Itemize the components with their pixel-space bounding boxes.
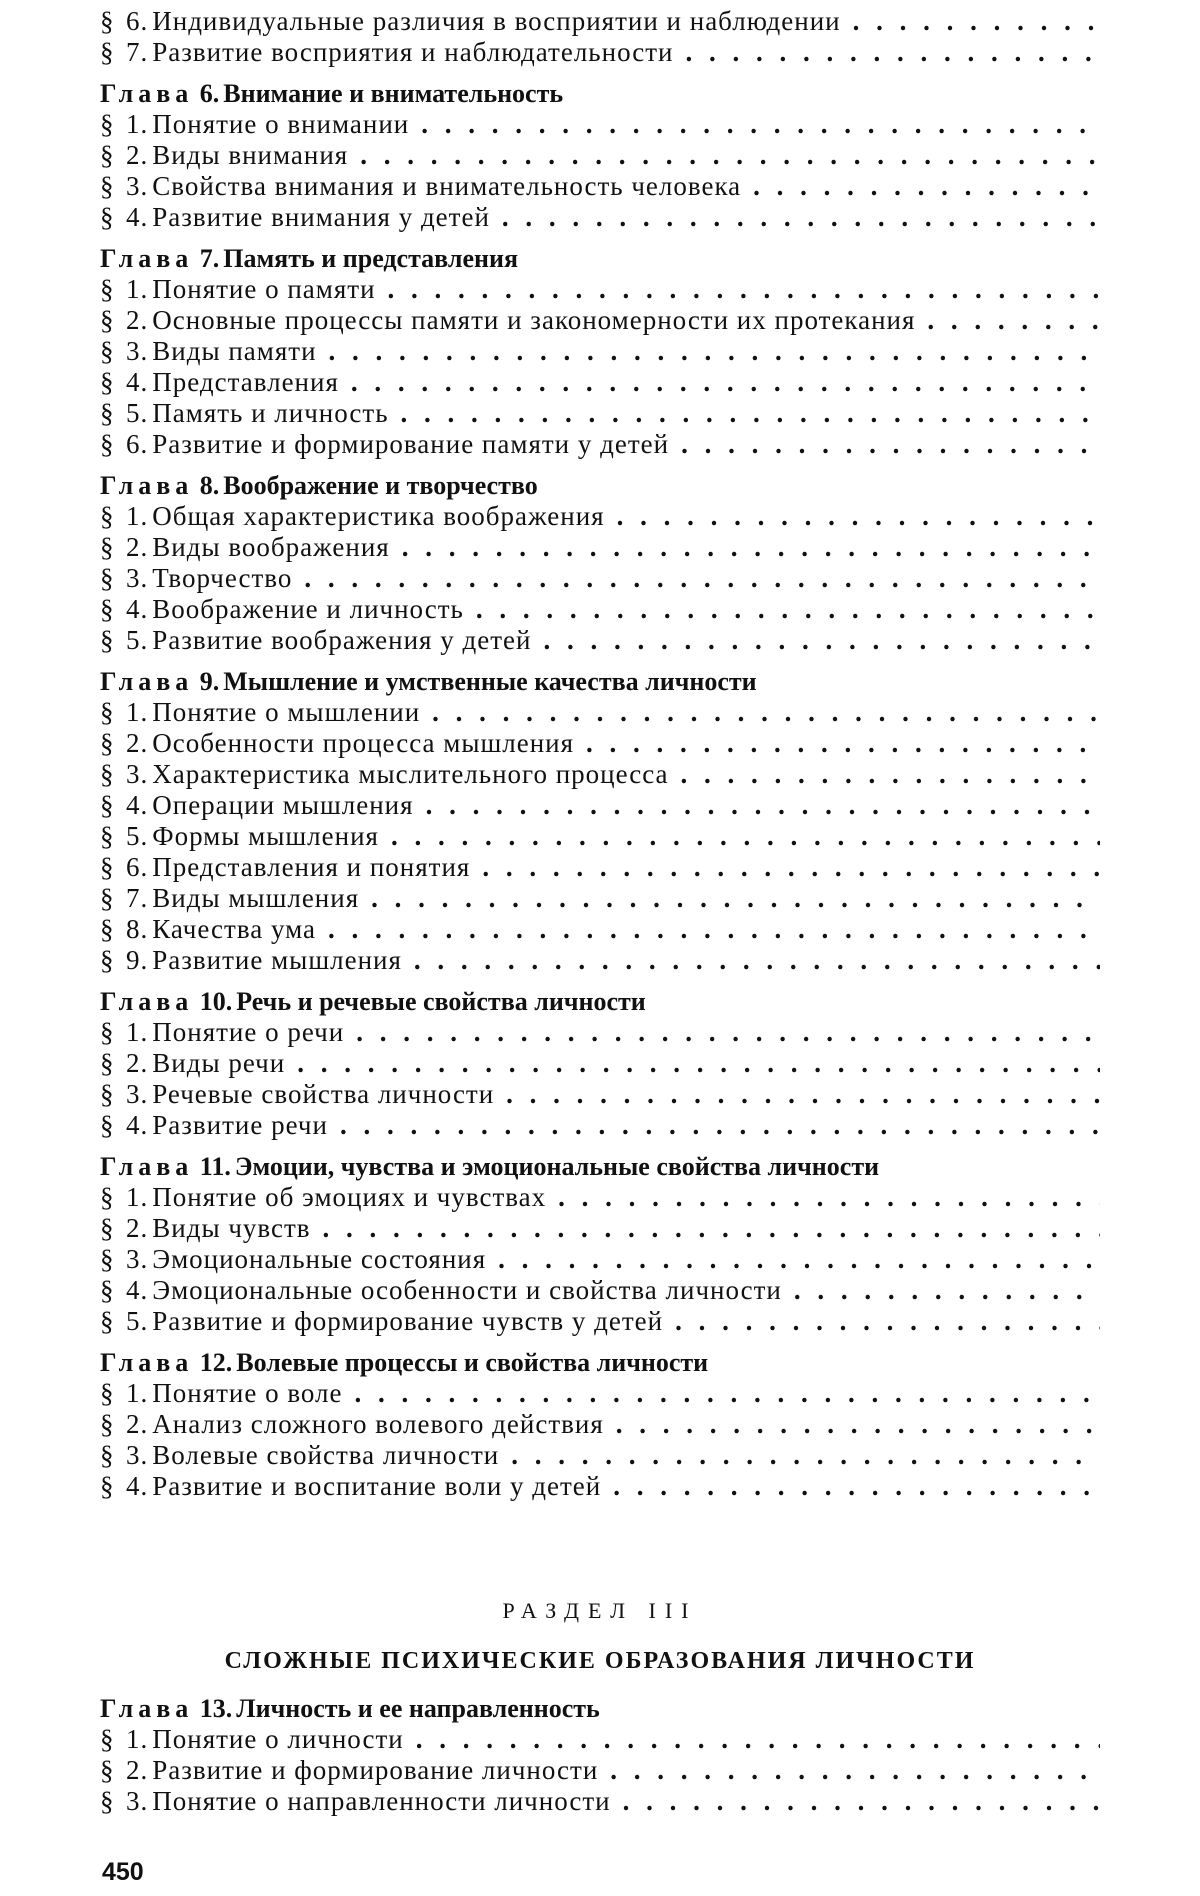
- entry-title: Свойства внимания и внимательность человека: [152, 171, 742, 201]
- entry-title: Развитие и формирование личности: [152, 1755, 599, 1785]
- toc-entry: [100, 429, 1100, 460]
- entry-title: Понятие о памяти: [152, 274, 376, 304]
- entry-title: Виды воображения: [152, 532, 390, 562]
- entry-number: 4.: [126, 1471, 149, 1501]
- entry-title: Эмоциональные состояния: [152, 1244, 487, 1274]
- dot-leader: [356, 1017, 1100, 1048]
- entry-number: 2.: [126, 1409, 149, 1439]
- chapter-word: Глава: [100, 1348, 194, 1377]
- entry-title: Анализ сложного волевого действия: [152, 1409, 604, 1439]
- toc-entry: [100, 1110, 1100, 1141]
- section-sign: §: [100, 1724, 115, 1754]
- entry-number: 3.: [126, 563, 149, 593]
- chapter-title: Память и представления: [223, 244, 519, 273]
- entry-title: Развитие и формирование чувств у детей: [152, 1306, 664, 1336]
- chapter-number: 7.: [199, 244, 220, 273]
- toc-entry: [100, 1471, 1100, 1502]
- entry-number: 2.: [126, 305, 149, 335]
- entry-number: 4.: [126, 1110, 149, 1140]
- dot-leader: [511, 1440, 1100, 1471]
- dot-leader: [401, 398, 1100, 429]
- chapter-word: Глава: [100, 244, 194, 273]
- toc-entry: [100, 697, 1100, 728]
- dot-leader: [340, 1110, 1100, 1141]
- dot-leader: [617, 501, 1100, 532]
- dot-leader: [328, 914, 1100, 945]
- chapter-number: 13.: [199, 1694, 233, 1723]
- dot-leader: [506, 1079, 1100, 1110]
- entry-title: Развитие и формирование памяти у детей: [152, 429, 670, 459]
- entry-number: 3.: [126, 1440, 149, 1470]
- entry-number: 4.: [126, 202, 149, 232]
- chapter-heading: [100, 1693, 1100, 1724]
- entry-title: Представления: [152, 367, 339, 397]
- entry-number: 2.: [126, 1048, 149, 1078]
- toc-entry: [100, 202, 1100, 233]
- section-sign: §: [100, 697, 115, 727]
- dot-leader: [351, 367, 1100, 398]
- section-sign: §: [100, 140, 115, 170]
- chapter-word: Глава: [100, 471, 194, 500]
- chapter-heading: [100, 78, 1100, 109]
- dot-leader: [355, 1378, 1100, 1409]
- dot-leader: [502, 202, 1100, 233]
- toc-entry: [100, 1440, 1100, 1471]
- entry-number: 8.: [126, 914, 149, 944]
- chapter-heading: [100, 243, 1100, 274]
- chapter-number: 11.: [199, 1152, 231, 1181]
- toc-entry: [100, 1213, 1100, 1244]
- chapter-word: Глава: [100, 1694, 194, 1723]
- section-sign: §: [100, 202, 115, 232]
- entry-title: Виды речи: [152, 1048, 286, 1078]
- entry-title: Понятие об эмоциях и чувствах: [152, 1182, 547, 1212]
- toc-entry: [100, 625, 1100, 656]
- entry-title: Виды памяти: [152, 336, 317, 366]
- section-sign: §: [100, 37, 115, 67]
- entry-number: 6.: [126, 6, 149, 36]
- dot-leader: [610, 1755, 1100, 1786]
- toc-entry: [100, 171, 1100, 202]
- section-sign: §: [100, 594, 115, 624]
- entry-title: Качества ума: [152, 914, 316, 944]
- entry-title: Понятие о направленности личности: [152, 1786, 611, 1816]
- entry-number: 6.: [126, 852, 149, 882]
- dot-leader: [402, 532, 1100, 563]
- dot-leader: [304, 563, 1100, 594]
- dot-leader: [388, 274, 1100, 305]
- dot-leader: [371, 883, 1100, 914]
- entry-number: 7.: [126, 883, 149, 913]
- entry-number: 1.: [126, 1017, 149, 1047]
- entry-title: Понятие о воле: [152, 1378, 343, 1408]
- entry-title: Развитие и воспитание воли у детей: [152, 1471, 602, 1501]
- toc-entry: [100, 914, 1100, 945]
- entry-title: Понятие о внимании: [152, 109, 410, 139]
- section-sign: §: [100, 1440, 115, 1470]
- section-sign: §: [100, 1786, 115, 1816]
- toc-entry: [100, 1079, 1100, 1110]
- entry-number: 5.: [126, 398, 149, 428]
- entry-number: 5.: [126, 821, 149, 851]
- dot-leader: [794, 1275, 1100, 1306]
- toc-entry: [100, 37, 1100, 68]
- entry-number: 6.: [126, 429, 149, 459]
- entry-number: 3.: [126, 171, 149, 201]
- section-sign: §: [100, 1048, 115, 1078]
- entry-title: Эмоциональные особенности и свойства личности: [152, 1275, 782, 1305]
- section-title: СЛОЖНЫЕ ПСИХИЧЕСКИЕ ОБРАЗОВАНИЯ ЛИЧНОСТИ: [224, 1648, 976, 1674]
- section-sign: §: [100, 883, 115, 913]
- dot-leader: [391, 821, 1100, 852]
- chapter-title: Внимание и внимательность: [223, 79, 564, 108]
- dot-leader: [558, 1182, 1100, 1213]
- entry-number: 3.: [126, 336, 149, 366]
- dot-leader: [360, 140, 1100, 171]
- entry-number: 1.: [126, 1378, 149, 1408]
- entry-number: 2.: [126, 140, 149, 170]
- dot-leader: [482, 852, 1100, 883]
- section-sign: §: [100, 1079, 115, 1109]
- section-sign: §: [100, 1182, 115, 1212]
- dot-leader: [323, 1213, 1100, 1244]
- section-sign: §: [100, 367, 115, 397]
- chapter-word: Глава: [100, 1152, 194, 1181]
- entry-title: Развитие мышления: [152, 945, 402, 975]
- section-sign: §: [100, 1471, 115, 1501]
- chapter-heading: [100, 470, 1100, 501]
- section-label: РАЗДЕЛ III: [502, 1598, 698, 1623]
- entry-number: 4.: [126, 594, 149, 624]
- dot-leader: [616, 1409, 1100, 1440]
- chapter-heading: [100, 1151, 1100, 1182]
- chapter-title: Речь и речевые свойства личности: [236, 987, 646, 1016]
- toc-entry: [100, 563, 1100, 594]
- chapter-title: Волевые процессы и свойства личности: [236, 1348, 709, 1377]
- toc-entry: [100, 336, 1100, 367]
- section-sign: §: [100, 6, 115, 36]
- entry-number: 2.: [126, 532, 149, 562]
- section-sign: §: [100, 945, 115, 975]
- entry-title: Творчество: [152, 563, 293, 593]
- section-sign: §: [100, 171, 115, 201]
- entry-number: 9.: [126, 945, 149, 975]
- section-sign: §: [100, 1409, 115, 1439]
- toc-entry: [100, 945, 1100, 976]
- entry-number: 4.: [126, 1275, 149, 1305]
- section-sign: §: [100, 790, 115, 820]
- entry-number: 3.: [126, 1244, 149, 1274]
- entry-title: Характеристика мыслительного процесса: [152, 759, 669, 789]
- entry-title: Представления и понятия: [152, 852, 471, 882]
- chapter-word: Глава: [100, 79, 194, 108]
- entry-number: 1.: [126, 1724, 149, 1754]
- dot-leader: [421, 109, 1100, 140]
- toc-entry: [100, 398, 1100, 429]
- entry-number: 3.: [126, 759, 149, 789]
- section-sign: §: [100, 429, 115, 459]
- dot-leader: [623, 1786, 1100, 1817]
- dot-leader: [675, 1306, 1100, 1337]
- entry-title: Развитие внимания у детей: [152, 202, 490, 232]
- chapter-word: Глава: [100, 667, 194, 696]
- toc-entry: [100, 1786, 1100, 1817]
- dot-leader: [927, 305, 1100, 336]
- toc-entry: [100, 109, 1100, 140]
- toc-entry: [100, 790, 1100, 821]
- entry-number: 7.: [126, 37, 149, 67]
- entry-title: Память и личность: [152, 398, 389, 428]
- section-sign: §: [100, 1378, 115, 1408]
- toc-entry: [100, 1755, 1100, 1786]
- entry-title: Особенности процесса мышления: [152, 728, 575, 758]
- entry-number: 3.: [126, 1786, 149, 1816]
- entry-title: Общая характеристика воображения: [152, 501, 605, 531]
- chapter-word: Глава: [100, 987, 194, 1016]
- section-sign: §: [100, 336, 115, 366]
- toc-entry: [100, 1409, 1100, 1440]
- chapter-heading: [100, 986, 1100, 1017]
- section-sign: §: [100, 274, 115, 304]
- entry-title: Основные процессы памяти и закономерности их протекания: [152, 305, 916, 335]
- chapter-title: Воображение и творчество: [223, 471, 538, 500]
- toc-entry: [100, 1048, 1100, 1079]
- section-sign: §: [100, 1017, 115, 1047]
- page-number: 450: [102, 1858, 144, 1886]
- chapter-title: Эмоции, чувства и эмоциональные свойства личности: [234, 1152, 880, 1181]
- chapter-number: 10.: [199, 987, 233, 1016]
- entry-title: Операции мышления: [152, 790, 414, 820]
- entry-number: 1.: [126, 109, 149, 139]
- toc-entry: [100, 728, 1100, 759]
- entry-title: Речевые свойства личности: [152, 1079, 495, 1109]
- dot-leader: [297, 1048, 1100, 1079]
- section-sign: §: [100, 728, 115, 758]
- entry-number: 5.: [126, 625, 149, 655]
- toc-entry: [100, 821, 1100, 852]
- toc-entry: [100, 6, 1100, 37]
- section-sign: §: [100, 759, 115, 789]
- section-sign: §: [100, 109, 115, 139]
- dot-leader: [613, 1471, 1100, 1502]
- chapter-title: Личность и ее направленность: [236, 1694, 600, 1723]
- dot-leader: [329, 336, 1100, 367]
- entry-title: Виды чувств: [152, 1213, 311, 1243]
- dot-leader: [426, 790, 1100, 821]
- entry-number: 2.: [126, 728, 149, 758]
- section-sign: §: [100, 914, 115, 944]
- entry-title: Индивидуальные различия в восприятии и наблюдении: [152, 6, 841, 36]
- toc-entry: [100, 367, 1100, 398]
- dot-leader: [498, 1244, 1100, 1275]
- toc-entry: [100, 305, 1100, 336]
- toc-entry: [100, 532, 1100, 563]
- entry-title: Волевые свойства личности: [152, 1440, 500, 1470]
- toc-entry: [100, 852, 1100, 883]
- section-sign: §: [100, 852, 115, 882]
- entry-title: Воображение и личность: [152, 594, 464, 624]
- dot-leader: [586, 728, 1100, 759]
- chapter-heading: [100, 1347, 1100, 1378]
- table-of-contents-section-3: [100, 1693, 1100, 1817]
- dot-leader: [685, 37, 1100, 68]
- section-sign: §: [100, 1244, 115, 1274]
- toc-entry: [100, 1306, 1100, 1337]
- section-sign: §: [100, 1275, 115, 1305]
- section-sign: §: [100, 563, 115, 593]
- toc-entry: [100, 1378, 1100, 1409]
- toc-entry: [100, 883, 1100, 914]
- chapter-heading: [100, 666, 1100, 697]
- entry-number: 1.: [126, 274, 149, 304]
- entry-number: 2.: [126, 1213, 149, 1243]
- entry-number: 2.: [126, 1755, 149, 1785]
- section-sign: §: [100, 532, 115, 562]
- entry-title: Понятие о речи: [152, 1017, 345, 1047]
- chapter-title: Мышление и умственные качества личности: [223, 667, 757, 696]
- entry-number: 4.: [126, 790, 149, 820]
- dot-leader: [681, 759, 1100, 790]
- dot-leader: [543, 625, 1100, 656]
- table-of-contents: [100, 6, 1100, 1502]
- entry-title: Развитие восприятия и наблюдательности: [152, 37, 674, 67]
- entry-number: 1.: [126, 1182, 149, 1212]
- dot-leader: [753, 171, 1100, 202]
- toc-entry: [100, 1724, 1100, 1755]
- entry-title: Виды мышления: [152, 883, 360, 913]
- dot-leader: [416, 1724, 1100, 1755]
- entry-number: 3.: [126, 1079, 149, 1109]
- section-sign: §: [100, 1213, 115, 1243]
- section-sign: §: [100, 1110, 115, 1140]
- section-sign: §: [100, 398, 115, 428]
- section-sign: §: [100, 305, 115, 335]
- entry-title: Формы мышления: [152, 821, 379, 851]
- toc-entry: [100, 1182, 1100, 1213]
- entry-title: Понятие о личности: [152, 1724, 404, 1754]
- dot-leader: [476, 594, 1100, 625]
- dot-leader: [853, 6, 1100, 37]
- section-sign: §: [100, 1755, 115, 1785]
- section-sign: §: [100, 501, 115, 531]
- entry-number: 4.: [126, 367, 149, 397]
- entry-title: Понятие о мышлении: [152, 697, 421, 727]
- toc-entry: [100, 140, 1100, 171]
- entry-number: 1.: [126, 697, 149, 727]
- dot-leader: [414, 945, 1100, 976]
- chapter-number: 6.: [199, 79, 220, 108]
- toc-entry: [100, 1017, 1100, 1048]
- entry-title: Развитие речи: [152, 1110, 328, 1140]
- chapter-number: 9.: [199, 667, 220, 696]
- toc-entry: [100, 501, 1100, 532]
- toc-entry: [100, 274, 1100, 305]
- toc-entry: [100, 594, 1100, 625]
- entry-title: Виды внимания: [152, 140, 349, 170]
- toc-entry: [100, 1244, 1100, 1275]
- toc-entry: [100, 1275, 1100, 1306]
- chapter-number: 12.: [199, 1348, 233, 1377]
- dot-leader: [432, 697, 1100, 728]
- section-sign: §: [100, 821, 115, 851]
- entry-number: 1.: [126, 501, 149, 531]
- section-sign: §: [100, 625, 115, 655]
- section-sign: §: [100, 1306, 115, 1336]
- entry-title: Развитие воображения у детей: [152, 625, 532, 655]
- toc-entry: [100, 759, 1100, 790]
- dot-leader: [681, 429, 1100, 460]
- chapter-number: 8.: [199, 471, 220, 500]
- entry-number: 5.: [126, 1306, 149, 1336]
